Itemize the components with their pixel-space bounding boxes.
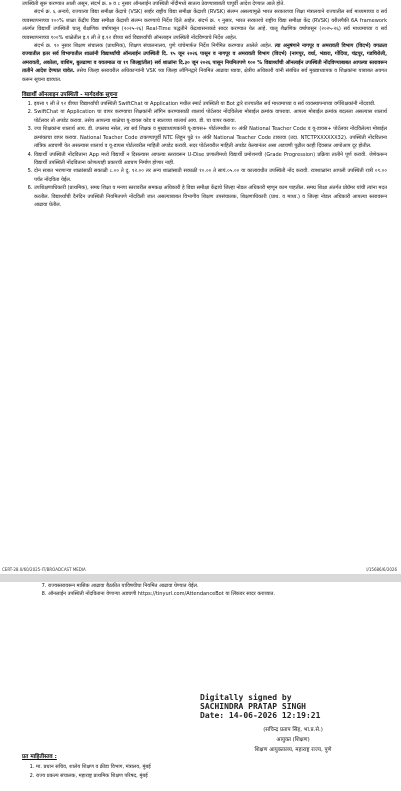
- point-item: 7. राज्यस्तरावरून मासिक आढावा बैठकीत याविषयीचा नियमित आढावा घेण्यात येईल.: [48, 582, 387, 590]
- signature-line-1: Digitally signed by: [200, 693, 292, 702]
- guidelines-list: [22, 100, 387, 209]
- directive-bold: त्या अनुषंगाने नागपूर व अमरावती विभाग (विदर्भ) वगळता राज्यातील इतर सर्व विभागातील शाळांनी विद्यार्थ्यांची ऑनलाईन उपस्थिती दि. १५ जून २०२६ पासून व नागपूर व अमरावती विभाग (विदर्भ) (नागपूर, वर्धा, भंडारा, गोंदिया, चंद्रपूर, गडचिरोली, अमरावती, अकोला, वाशिम, बुलढाणा व यवतमाळ या ११ जिल्ह्यांतील) सर्व शाळांना दि.३० जून २०२६ पासून नियमितपणे १०० % विद्यार्थ्यांची ऑनलाईन उपस्थिती नोंदविण्याबाबत आपल्या स्तरावरून तातीने आदेश देण्यात यावेत.: [22, 43, 388, 75]
- guideline-item: 3. ज्या शिक्षकांना शालार्थ आय. डी. उपलब्ध नसेल, त्या सर्व शिक्षक व मुख्याध्यापकांनी यू-डायस+ पोर्टलमधील १० अंकी National Teacher Code व यू-डायस+ पोर्टलवर नोंदविलेल्या मोबाईल क्रमांकाचा वापर करावा. National Teacher Code टाकण्यापूर्वी NTC लिहून पुढे १० अंकी National Teacher Code टाकावा (उदा. NTCTPXXXXXX32). उपस्थिती नोंदविताना तांत्रिक अडचणी येत असल्यास शालार्थ व यू-डायस पोर्टलवरील माहिती अपडेट करावी. सदर पोर्टलवरील माहिती अपडेट केल्यानंतर असा अडचणी पुढील काही दिवसात आपोआप दूर होतील.: [34, 125, 387, 150]
- authority-designation: आयुक्त (शिक्षण): [276, 737, 310, 743]
- guideline-item: 1. इयत्ता १ ली ते १२ वीच्या विद्यार्थ्यांची उपस्थिती SwiftChat या Application मधील स्मार्ट उपस्थिती या Bot द्वारे राज्यातील सर्व माध्यमाच्या व सर्व व्यवस्थापनाच्या वर्गशिक्षकांनी नोंदवावी.: [34, 100, 387, 108]
- cc-item: 2. राज्य प्रकल्प संचालक, महाराष्ट्र प्राथमिक शिक्षण परिषद, मुंबई: [36, 772, 151, 781]
- point-item: [48, 590, 387, 598]
- paragraph-vsk: संदर्भ क्र. ६ अन्वये, राज्यात्या विद्या समीक्षा केंद्राचे (VSK) सर्व्हर राष्ट्रीय विद्या समीक्षा केंद्राशी (RVSK) संलग्न असल्यामुळे भारत सरकारच्या शिक्षा मंत्रालयाने राज्यातील सर्व माध्यमाच्या व सर्व व्यवस्थापनाच्या १००% शाळा केंद्रीय विद्या समीक्षा केंद्राशी संलग्न करण्याचे निर्देश दिले आहेत. संदर्भ क्र. ९ नुसार, भारत सरकारचे राष्ट्रीय विद्या समीक्षा केंद्र (RVSK) वरीलपैकी 6A framework अंतर्गत विद्यार्थी उपस्थिती चालू शैक्षणिक वर्षापासून (२०२५-२६) Real-Time पद्धतीने केंद्रशासनाकडे सादर करण्यात येत आहे. चालू शैक्षणिक वर्षापासून (२०२५-२६) सर्व माध्यमाच्या व सर्व व्यवस्थापनाच्या १००% शाळेतील इ.१ ली ते इ.१२ वीच्या सर्व विद्यार्थ्यांची ऑनलाइन उपस्थिती नोंदविण्याचे निर्देश आहेत.: [22, 9, 387, 41]
- guidelines-heading: विद्यार्थी ऑनलाइन उपस्थिती - मार्गदर्शक सूचना: [22, 92, 118, 99]
- signature-line-3: Date: 14-06-2026 12:19:21: [200, 711, 321, 720]
- paragraph-directive: [22, 42, 387, 84]
- guideline-item: 4. विद्यार्थी उपस्थिती नोंदविताना App मध्ये विद्यार्थी न दिसल्यास आपल्या स्तरावरून U-Dise प्रणालीमध्ये विद्यार्थी प्रमोशनची (Grade Progression) प्रक्रिया तातीने पूर्ण करावी. जेणेकरून विद्यार्थी उपस्थिती नोंदविताना कोणत्याही प्रकारची अडचण निर्माण होणार नाही.: [34, 151, 387, 168]
- cc-list: [22, 763, 151, 781]
- cc-item: 1. मा. प्रधान सचिव, शालेय शिक्षण व क्रीडा विभाग, मंत्रालय, मुंबई: [36, 763, 151, 772]
- directive-tail: तसेच जिल्हा स्तरावरील अधिकाऱ्यांनी VSK च्या जिल्हा लॉगिनद्वारे नियमित आढावा घ्यावा, क्षेत्रीय अधिकारी यांनी संबंधित सर्व मुख्याध्यापक व शिक्षकांना याबाबत अवगत करून सूचना द्याव्यात.: [22, 68, 387, 83]
- guideline-item: 6. उपशिक्षणाधिकारी (प्राथमिक), समग्र शिक्षा व मनपा स्तरावरील समकक्ष अधिकारी हे विद्या समीक्षा केंद्राचे जिल्हा नोडल अधिकारी म्हणून काम पाहतील. समग्र शिक्षा अंतर्गत प्रोग्रॅमर यांची त्यांना मदत करतील. विद्यार्थ्यांची दैनंदिन उपस्थिती नियमितपणे नोंदविली जात असल्याबाबत विभागीय शिक्षण उपसंचालक, शिक्षणाधिकारी (प्राथ. व माध्य.) व जिल्हा नोडल अधिकारी आपल्या स्तरावरून आढावा घेतील.: [34, 184, 387, 209]
- authority-name: (सचिन्द्र प्रताप सिंह, भा.प्र.से.): [263, 727, 323, 733]
- paragraph-intro: उपस्थिती सुरू करण्यात आली असून, संदर्भ क्र. ७ व ८ नुसार ऑनलाईन उपस्थिती नोंदीमध्ये सातत्य ठेवण्याबाबती यापूर्वी आदेश देण्यात आले होते.: [22, 1, 285, 7]
- signature-line-2: SACHINDRA PRATAP SINGH: [200, 702, 306, 711]
- guideline-item: 5. दोन सत्रात भरणाऱ्या शाळांसाठी सकाळी ८.०० ते दु. १२.०० तर अन्य शाळांसाठी सकाळी १०.०० ते सायं.०५.०० या कालावधीत उपस्थिती नोंद करावी. रात्रशाळांना आपली उपस्थिती रात्री ०९.०० पर्यंत नोंदविता येईल.: [34, 167, 387, 184]
- authority-office: शिक्षण आयुक्तालय, महाराष्ट्र राज्य, पुणे: [254, 747, 332, 753]
- document-page-2: [0, 582, 401, 791]
- directive-intro: संदर्भ क्र. १० नुसार शिक्षण संचालक (प्राथमिक), शिक्षण संचालनालय, पुणे यांचेमार्फत निर्देश निर्गमित करण्यात आलेले आहेत.: [34, 43, 273, 50]
- footer-reference: CERT-28.0/60/2025-IT/BROADCAST MEDIA: [2, 567, 86, 572]
- point-text[interactable]: ऑनलाईन उपस्थिती नोंदविताना येणाऱ्या अडचणी https://tinyurl.com/AttendanceBot या लिंकवर सादर कराव्यात.: [48, 591, 276, 598]
- digital-signature: [200, 693, 350, 720]
- footer-file-number: I/15686/6/2026: [366, 567, 397, 572]
- cc-heading: प्रत माहितीस्तव :: [22, 754, 57, 760]
- signing-authority: [218, 725, 368, 755]
- page-separator: [0, 574, 401, 582]
- additional-points-list: [22, 582, 387, 599]
- guideline-item: 2. SwiftChat या Application चा वापर करण्याचा शिक्षकांनी लॉगिन करण्यासाठी शालार्थ पोर्टलवर नोंदविलेला मोबाईल क्रमांक वापरावा. आपला मोबाईल क्रमांक बदलला असल्यास शालार्थ पोर्टलवर तो अपडेट करावा. तसेच आपल्या शाळेचा यू-डायस कोड व स्वतःच्या शालार्थ आय. डी. चा वापर करावा.: [34, 108, 387, 125]
